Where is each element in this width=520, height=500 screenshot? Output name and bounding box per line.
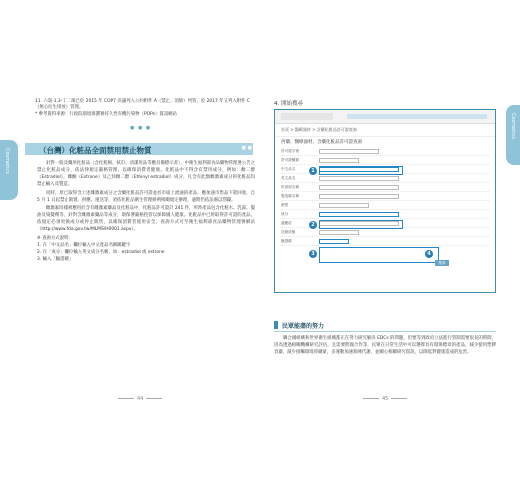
highlight-box [319, 166, 403, 175]
section-title: 民眾能盡的努力 [282, 323, 325, 330]
form-row [281, 228, 489, 237]
form-label: 許可證字號 [281, 148, 299, 153]
section-title: （台灣）化粧品全面禁用禁止物質 [39, 146, 152, 155]
section-divider [274, 331, 496, 332]
highlight-box [319, 247, 439, 263]
form-label: 成分 [281, 211, 289, 216]
form-input[interactable] [319, 194, 399, 199]
page-number-right: 45 [360, 396, 410, 402]
step-marker-3: 3 [309, 250, 317, 258]
page-number-left: 44 [115, 396, 165, 402]
ingredient-input[interactable] [319, 212, 399, 217]
section-marker [274, 321, 278, 329]
query-step: 3. 輸入「驗證碼」 [37, 256, 74, 262]
form-row [281, 210, 489, 219]
side-tab-label: Cosmetics [510, 113, 516, 139]
query-steps-title: ※ 查詢方式說明： [37, 236, 73, 242]
query-steps [37, 236, 255, 264]
left-page [4, 95, 262, 410]
step-marker-1: 1 [309, 167, 317, 175]
query-step: 1. 在「中文品名」欄位輸入中文產品名稱關鍵字 [37, 242, 131, 248]
screenshot-header [275, 110, 495, 124]
form-label: 申請商名稱 [281, 184, 299, 189]
highlight-box [319, 220, 403, 229]
form-input[interactable] [319, 176, 399, 181]
form-label: 適應症 [281, 220, 292, 225]
right-body-text: 聯合國組織和世界衛生組織都正在努力研究解決 EDCs 的問題，但要等到政府立法進行管制需要很長的時間，因為透過相關機構研究評估，且需要跨國合作等，民眾在日常生活中可以選擇具有環保標章的產品，減少使用塑膠容器，減少接觸環境荷爾蒙，多運動加速新陳代謝，並關心相關研究資訊，以降低對健康造成的危害。 [274, 336, 496, 355]
form-label: 製造廠名稱 [281, 193, 299, 198]
site-nav [347, 114, 487, 119]
captcha-input[interactable] [319, 239, 349, 244]
side-tab-right [506, 105, 520, 165]
form-row [281, 192, 489, 201]
section-dots: ● ● [241, 145, 252, 151]
paragraph: 同時，原已取得含上述雌激素成分之含藥化粧品許可證並於市面上流通的產品，應加速市售品下架回收，自 5 月 1 日起禁止販賣、供應、運送等，須依化粧品衛生管理條例相關規定辦理，逾期仍依法處以罰鍰。 [37, 190, 255, 203]
decorative-dots: ● ● ● [130, 125, 152, 131]
paragraph: 雌激素同樣被應用於含有雌激素藥品及化粧品中，化粧品許可證計 241 件，所涉產品包含化粧水、乳霜、髮油及染髮劑等，針對含雌激素藥品等成分，環保署嚴格控管以保障國人健康。化粧品中已經取得許可證的產品，依規定必須更換成分或停止販售，以確保消費者使用安全。查詢方式可至衛生福利部食品藥物管理署網站（http://www.fda.gov.tw/MLMS/H0001.aspx）。 [37, 206, 255, 233]
form-select[interactable] [319, 203, 369, 208]
form-row [281, 183, 489, 192]
step-marker-2: 2 [309, 221, 317, 229]
form-row [281, 237, 489, 246]
form-label: 驗證碼 [281, 238, 292, 243]
side-tab-label: Cosmetics [4, 148, 10, 174]
form-row [281, 201, 489, 210]
side-tab-left [0, 140, 18, 200]
form-label: 劑型 [281, 202, 289, 207]
form-select[interactable] [319, 230, 359, 235]
footnote-source: * 參考資料來源：行政院環境保護署持久性有機污染物（POPs）資訊網站 [35, 111, 177, 117]
form-row [281, 174, 489, 183]
step-heading: 4. 開始搜尋 [274, 101, 303, 107]
footnote-11: 11. 六氯-1,3-丁二烯已於 2015 年 COP7 決議列入公約附件 A（禁止、消除）列管，於 2017 年又列入附件 C（無心衍生排放）管理。 [35, 99, 250, 111]
form-row [281, 156, 489, 165]
screenshot-title: 西藥、醫療器材、含藥化粧品許可證查詢 [281, 140, 362, 145]
form-label: 許可證種類 [281, 157, 299, 162]
form-label: 註銷狀態 [281, 229, 296, 234]
footnotes [35, 99, 257, 118]
screenshot-breadcrumb: 首頁 > 醫療器材 > 含藥化粧品許可證查詢 [275, 124, 495, 137]
form-label: 英文品名 [281, 175, 296, 180]
site-logo [281, 113, 333, 120]
form-select[interactable] [319, 158, 359, 163]
search-button[interactable]: 搜尋 [435, 260, 449, 266]
step-marker-4: 4 [425, 250, 433, 258]
paragraph: 針對一般及藥用化粧品（含化粧棉、拭巾、清潔用品等應具備標示者），中衛生福利部食品藥物管理署公告之禁止化粧品成分，依法律規定嚴格管理，以確保消費者健康。化粧品中不得含有禁用成分，例如：雌二醇（Estradiol）、雌酮（Estrone）及乙炔雌二醇（Ethinyl estradiol）成分，凡含有此類雌激素成分的化粧品均禁止輸入及製造。 [37, 161, 255, 187]
form-input[interactable] [319, 185, 399, 190]
form-input[interactable] [319, 149, 379, 154]
form-row [281, 147, 489, 156]
form-label: 中文品名 [281, 166, 296, 171]
query-step: 2. 在「成分」欄位輸入英文成分名稱，如：estradiol 或 estrone [37, 249, 165, 255]
right-page [262, 95, 516, 410]
website-screenshot [274, 109, 496, 293]
left-body-text [37, 161, 255, 264]
